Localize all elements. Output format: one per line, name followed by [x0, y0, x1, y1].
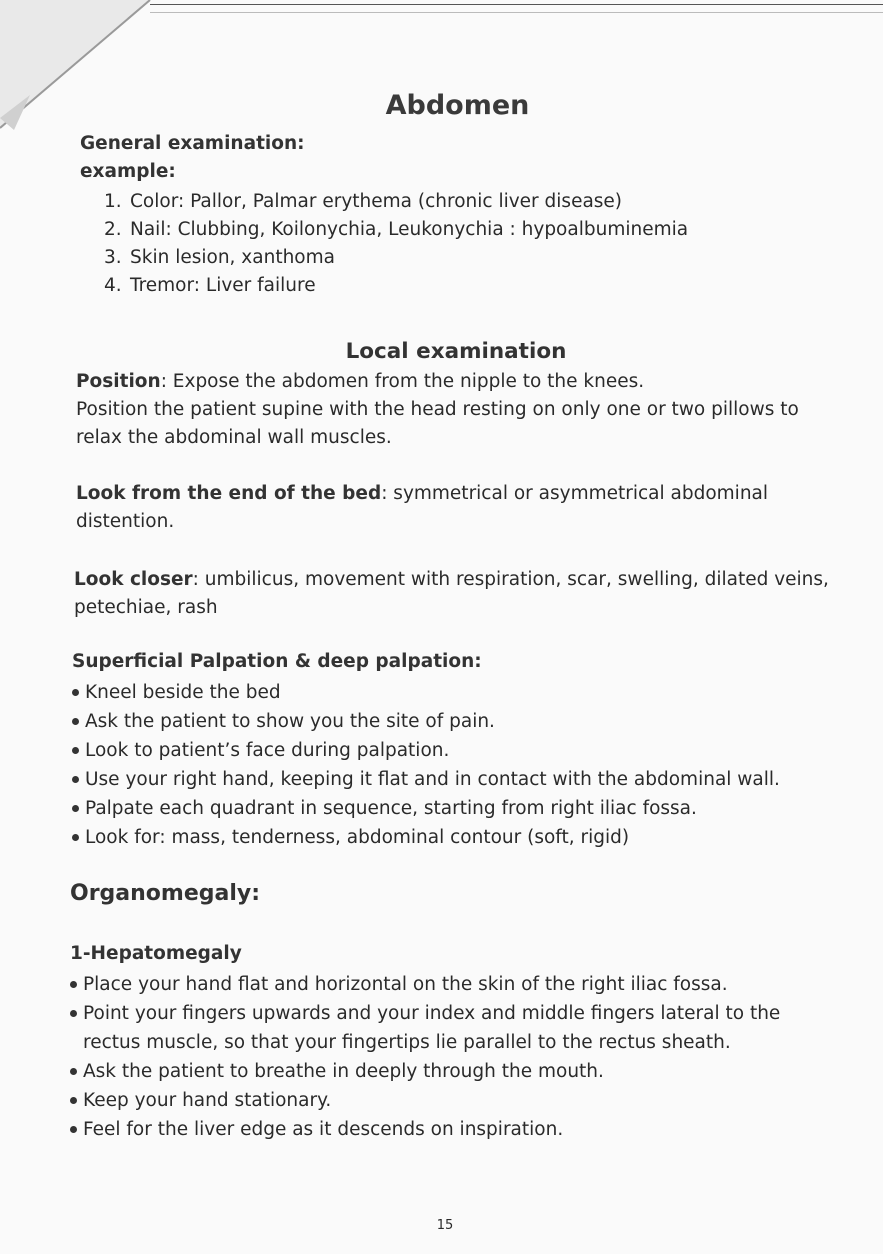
general-examination-sub: example:: [80, 161, 176, 182]
top-edge-line-2: [150, 12, 883, 13]
local-examination-heading: Local examination: [345, 339, 567, 364]
list-item: 1. Color: Pallor, Palmar erythema (chronic liver disease): [104, 191, 623, 212]
organomegaly-heading: Organomegaly:: [70, 881, 261, 906]
hepatomegaly-section: [70, 940, 800, 1144]
list-item: Kneel beside the bed: [72, 678, 832, 707]
top-edge-line: [150, 4, 883, 5]
palpation-heading: Superficial Palpation & deep palpation:: [72, 651, 482, 672]
list-item: Palpate each quadrant in sequence, starting from right iliac fossa.: [72, 794, 832, 823]
general-examination-section: [80, 130, 780, 300]
list-item: Ask the patient to breathe in deeply through the mouth.: [70, 1057, 800, 1086]
list-item: Look to patient’s face during palpation.: [72, 736, 832, 765]
list-item: 3. Skin lesion, xanthoma: [104, 247, 335, 268]
list-item: Ask the patient to show you the site of pain.: [72, 707, 832, 736]
position-paragraph: Position: Expose the abdomen from the nipple to the knees. Position the patient supine with the head resting on only one or two pillows to relax the abdominal wall muscles.: [76, 371, 799, 448]
list-item: 4. Tremor: Liver failure: [104, 275, 316, 296]
list-item: Place your hand flat and horizontal on the skin of the right iliac fossa.: [70, 970, 800, 999]
page-number: 15: [436, 1218, 454, 1233]
list-item: 2. Nail: Clubbing, Koilonychia, Leukonychia : hypoalbuminemia: [104, 219, 689, 240]
list-item: Look for: mass, tenderness, abdominal contour (soft, rigid): [72, 823, 832, 852]
list-item: Point your fingers upwards and your index and middle fingers lateral to the rectus muscle, so that your fingertips lie parallel to the rectus sheath.: [70, 999, 800, 1057]
page-title: Abdomen: [385, 90, 530, 121]
look-from-end-paragraph: Look from the end of the bed: symmetrical or asymmetrical abdominal distention.: [76, 483, 769, 532]
list-item: Feel for the liver edge as it descends on inspiration.: [70, 1115, 800, 1144]
hepatomegaly-list: [70, 970, 800, 1144]
look-closer-paragraph: Look closer: umbilicus, movement with respiration, scar, swelling, dilated veins, petechiae, rash: [74, 569, 829, 618]
hepatomegaly-heading: 1-Hepatomegaly: [70, 943, 242, 964]
palpation-list: [72, 678, 832, 852]
list-item: Use your right hand, keeping it flat and in contact with the abdominal wall.: [72, 765, 832, 794]
list-item: Keep your hand stationary.: [70, 1086, 800, 1115]
palpation-section: [72, 648, 832, 852]
general-examination-list: [104, 188, 780, 300]
general-examination-heading: General examination:: [80, 133, 305, 154]
